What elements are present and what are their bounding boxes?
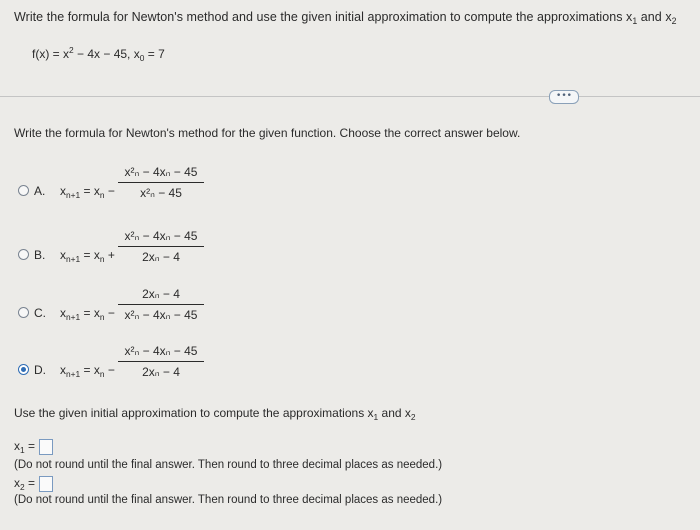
use-line-text: Use the given initial approximation to compute the approximations x — [14, 406, 374, 420]
x2-answer-input[interactable] — [39, 476, 53, 492]
option-b-letter: B. — [34, 248, 46, 262]
option-b-sign: + — [104, 248, 115, 262]
question-sub2: 2 — [671, 16, 677, 27]
option-c-letter: C. — [34, 306, 46, 320]
use-line-sub2: 2 — [410, 411, 416, 422]
section-divider — [0, 96, 700, 97]
option-d-mid: = x — [80, 363, 100, 377]
option-d-letter: D. — [34, 363, 46, 377]
option-c-denominator: x²ₙ − 4xₙ − 45 — [124, 308, 198, 322]
option-b-lhs-x: x — [60, 248, 66, 262]
x2-label: x — [14, 476, 20, 491]
option-a-denominator: x²ₙ − 45 — [140, 186, 182, 200]
question-and: and x — [637, 10, 672, 24]
option-b-denominator: 2xₙ − 4 — [142, 250, 180, 264]
option-a-lhs-x: x — [60, 184, 66, 198]
option-b-mid: = x — [80, 248, 100, 262]
x2-sub: 2 — [20, 482, 25, 493]
x1-equals: = — [24, 439, 36, 454]
option-d-lhs-sub: n+1 — [66, 368, 81, 379]
option-b-lhs — [60, 248, 115, 262]
option-a-letter: A. — [34, 184, 46, 198]
x1-rounding-note: (Do not round until the final answer. Then round to three decimal places as needed.) — [14, 459, 443, 471]
option-d-lhs — [60, 363, 115, 377]
option-a-numerator: x²ₙ − 4xₙ − 45 — [124, 165, 198, 179]
x1-answer-input[interactable] — [39, 439, 53, 455]
answer-row-x2 — [14, 476, 53, 492]
option-a-lhs — [60, 184, 115, 198]
x2-equals: = — [24, 476, 36, 491]
option-a-mid: = x — [80, 184, 100, 198]
option-d-numerator: x²ₙ − 4xₙ − 45 — [124, 344, 198, 358]
option-c-sign: − — [104, 306, 115, 320]
x1-sub: 1 — [20, 445, 25, 456]
option-c[interactable] — [18, 282, 278, 342]
option-a-fraction — [118, 165, 204, 200]
option-a-mid-sub: n — [99, 189, 105, 200]
option-b-lhs-sub: n+1 — [66, 253, 81, 264]
question-sub1: 1 — [632, 16, 638, 27]
expand-more-button[interactable]: ••• — [549, 90, 579, 104]
use-line-and: and x — [378, 406, 411, 420]
use-approximation-text — [14, 406, 416, 420]
given-fx: f(x) = x — [32, 47, 70, 61]
option-c-fraction — [118, 287, 204, 322]
option-b-radio[interactable] — [18, 249, 29, 260]
given-x0-sub: 0 — [139, 52, 145, 63]
option-c-mid-sub: n — [99, 311, 105, 322]
option-c-radio[interactable] — [18, 307, 29, 318]
given-rest: − 4x − 45, x — [73, 47, 140, 61]
instruction-text: Write the formula for Newton's method for the given function. Choose the correct answer below. — [14, 126, 521, 140]
option-d-denominator: 2xₙ − 4 — [142, 365, 180, 379]
option-d-radio-selected[interactable] — [18, 364, 29, 375]
answer-row-x1 — [14, 439, 53, 455]
option-b[interactable] — [18, 224, 278, 284]
option-d-sign: − — [104, 363, 115, 377]
option-a[interactable] — [18, 160, 278, 220]
option-c-lhs-sub: n+1 — [66, 311, 81, 322]
option-b-fraction — [118, 229, 204, 264]
given-function — [32, 47, 165, 61]
given-x0-value: = 7 — [144, 47, 165, 61]
option-c-numerator: 2xₙ − 4 — [142, 287, 180, 301]
x2-rounding-note: (Do not round until the final answer. Then round to three decimal places as needed.) — [14, 494, 443, 506]
option-b-mid-sub: n — [99, 253, 105, 264]
option-d[interactable] — [18, 342, 278, 402]
x1-label: x — [14, 439, 20, 454]
option-b-numerator: x²ₙ − 4xₙ − 45 — [124, 229, 198, 243]
option-d-mid-sub: n — [99, 368, 105, 379]
option-d-lhs-x: x — [60, 363, 66, 377]
given-exponent: 2 — [69, 45, 74, 56]
option-c-lhs — [60, 306, 115, 320]
use-line-sub1: 1 — [373, 411, 379, 422]
option-c-lhs-x: x — [60, 306, 66, 320]
question-lead: Write the formula for Newton's method and use the given initial approximation to compute the approximations x — [14, 10, 633, 24]
option-d-fraction — [118, 344, 204, 379]
option-c-mid: = x — [80, 306, 100, 320]
option-a-radio[interactable] — [18, 185, 29, 196]
question-text — [14, 10, 677, 27]
option-a-lhs-sub: n+1 — [66, 189, 81, 200]
option-a-sign: − — [104, 184, 115, 198]
